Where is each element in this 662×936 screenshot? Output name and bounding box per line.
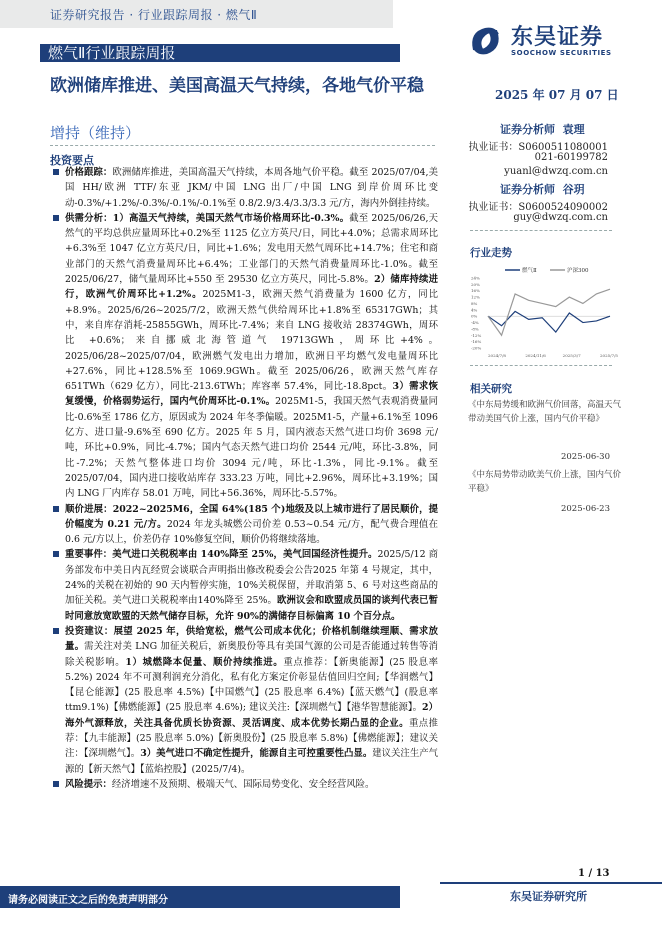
analyst-role: 证券分析师 — [500, 123, 555, 136]
analyst-name: 谷玥 — [562, 183, 585, 196]
related-item-1-date: 2025-06-30 — [560, 452, 610, 462]
related-item-2[interactable]: 《中东局势带动欧美气价上涨，国内气价平稳》 — [468, 470, 622, 494]
y-tick-label: 24% — [471, 275, 480, 281]
highlight-paragraph — [52, 777, 438, 792]
analyst-role: 证券分析师 — [500, 183, 555, 196]
bold-text: 风险提示： — [65, 778, 112, 790]
text: 重点推荐：【新奥能源】(25 股息率 5.2%) 2024 年不可测利润充分消化，私有化方案定价彰显估值回归空间;【华润燃气】【昆仑能源】(25 股息率 4.5%)【中国燃气】(25 股息率 6.4%)【蓝天燃气】(股息率 ttm9.1%)【佛燃能源】(25 股息率 4.6%); 建议关注:【深圳燃气】【港华智慧能源】。 — [65, 656, 438, 714]
report-title: 欧洲储库推进、美国高温天气持续，各地气价平稳 — [50, 76, 424, 96]
bold-text: 3）美气进口不确定性提升，能源自主可控重要性凸显。 — [140, 748, 373, 760]
divider — [470, 365, 612, 366]
y-tick-label: -20% — [471, 345, 482, 351]
series-line-2 — [488, 289, 610, 335]
highlight-paragraph — [52, 624, 438, 777]
logo-subtitle: SOOCHOW SECURITIES — [511, 49, 612, 57]
analyst-1-email[interactable]: yuanl@dwzq.com.cn — [504, 166, 608, 177]
bold-text: 1）高温天气持续，美国天然气市场价格周环比-0.3%。 — [112, 212, 350, 224]
x-tick-label: 2024/7/8 — [488, 353, 506, 358]
breadcrumb: 证券研究报告 · 行业跟踪周报 · 燃气Ⅱ — [50, 8, 258, 22]
bold-text: 投资建议：展望 2025 年，供给宽松，燃气公司成本优化；价格机制继续理顺、需求放量。 — [65, 625, 438, 653]
bold-text: 1）城燃降本促量、顺价持续推进。 — [125, 656, 284, 668]
report-series: 燃气Ⅱ行业跟踪周报 — [48, 44, 176, 62]
analyst-1-phone: 021-60199782 — [534, 152, 608, 163]
logo-mark-icon — [465, 20, 505, 60]
y-tick-label: -8% — [471, 326, 479, 332]
footer-rule — [440, 882, 662, 884]
divider — [470, 230, 612, 231]
highlight-paragraph — [52, 502, 438, 548]
logo-name: 东吴证券 — [511, 25, 604, 50]
bold-text: 2）储库持续进行，欧洲气价周环比+1.2%。 — [65, 274, 438, 301]
breadcrumb-bar — [0, 0, 393, 28]
y-tick-label: 8% — [471, 300, 478, 306]
text: 2024 年龙头城燃公司价差 0.53~0.54 元/方，配气费合理值在 0.6 元/方以上，价差仍存 10%修复空间，顺价仍将继续落地。 — [65, 518, 439, 546]
highlight-paragraph — [52, 165, 438, 211]
analyst-name: 袁理 — [562, 123, 585, 136]
related-title: 相关研究 — [470, 383, 512, 395]
text: 2025/5/12 商务部发布中美日内瓦经贸会谈联合声明指出修改税委会公告2025 年第 4 号规定，其中，24%的关税在初始的 90 天内暂停实施，10%关税保留，并取消第 5、6 号对这些商品的加征关税。美气进口关税税率由140%降至 25%。 — [65, 549, 438, 607]
company-logo — [465, 20, 625, 62]
text: 欧洲储库推进，美国高温天气持续，本周各地气价平稳。截至 2025/07/04,美国 HH/欧洲 TTF/东亚 JKM/中国 LNG 出厂/中国 LNG 到岸价周环比变动-0.3%/+1.2%/-0.3%/-0.1%/-0.1%至 0.8/2.9/3.4/3.3/3.3 元/方，海内外倒挂持续。 — [65, 167, 438, 209]
report-series-bar — [40, 44, 400, 62]
y-tick-label: 4% — [471, 307, 478, 313]
analyst-2-cert: 执业证书：S0600524090002 — [468, 202, 608, 213]
related-item-2-date: 2025-06-23 — [560, 504, 610, 514]
x-tick-label: 2024/11/6 — [525, 353, 546, 358]
rating: 增持（维持） — [50, 124, 141, 142]
text: 截至 2025/06/26,天然气的平均总供应量周环比+0.2%至 1125 亿立方英尺/日，同比+4.0%；总需求周环比+6.3%至 1047 亿立方英尺/日，同比+1.6%；发电用天然气周环比+14.7%；住宅和商业部门的天然气消费量周环比+6.4%；工业部门的天然气消费量周环比-1.0%。截至 2025/06/27，储气量周环比+550 至 29530 亿立方英尺，同比-5.8%。 — [65, 212, 438, 286]
trend-chart — [470, 262, 618, 362]
bold-text: 价格跟踪： — [65, 167, 113, 178]
y-tick-label: 20% — [471, 281, 480, 287]
y-tick-label: 12% — [471, 294, 480, 300]
y-tick-label: -4% — [471, 320, 479, 326]
analyst-1-cert: 执业证书：S0600511080001 — [468, 142, 608, 153]
y-tick-label: 0% — [471, 313, 478, 319]
y-tick-label: 16% — [471, 288, 480, 294]
footer-firm: 东吴证券研究所 — [510, 890, 587, 903]
text: 需关注对美 LNG 加征关税后，新奥股份等具有美国气源的公司是否能通过转售等消除关税影响。 — [65, 641, 438, 668]
text: 2025M1-5，我国天然气表观消费量同比-0.6%至 1786 亿方，原因或为 2024 年冬季偏暖。2025M1-5，产量+6.1%至 1096 亿方、进口量-9.6%至 690 亿方。2025 年 5 月，国内液态天然气进口均价 3698 元/吨，环比+0.9%，同比-4.7%；国内气态天然气进口均价 2544 元/吨，环比-3.8%，同比-7.2%；天然气整体进口均价 3094 元/吨，环比-1.3%，同比-9.1%。截至 2025/07/04，国内进口接收站库存 333.23 万吨，同比+2.96%，周环比+3.19%；国内 LNG 厂内库存 58.01 万吨，同比+56.36%，周环比-5.57%。 — [65, 396, 438, 500]
bold-text: 美气进口关税税率由 140%降至 25%，美气回国经济性提升。 — [112, 549, 378, 561]
y-tick-label: -12% — [471, 332, 482, 338]
highlights-title: 投资要点 — [50, 154, 94, 167]
legend-label-a: 燃气Ⅱ — [522, 268, 537, 274]
analyst-1 — [500, 121, 585, 137]
trend-title: 行业走势 — [470, 247, 512, 259]
page-number: 1 / 13 — [578, 868, 610, 879]
x-tick-label: 2025/7/5 — [600, 353, 618, 358]
x-tick-label: 2025/3/7 — [562, 353, 581, 358]
disclaimer-text: 请务必阅读正文之后的免责声明部分 — [8, 895, 168, 906]
report-date: 2025 年 07 月 07 日 — [495, 88, 619, 102]
text: 2025M1-3，欧洲天然气消费量为 1600 亿方，同比+8.9%。2025/6/26~2025/7/2，欧洲天然气供给周环比+1.8%至 65317GWh；其中，来自库存消耗-25855GWh，周环比-7.4%；来自 LNG 接收站 28374GWh，周环比 +0.6%；来自挪威北海管道气 19713GWh，周环比+4%。2025/06/28~2025/07/04，欧洲燃气发电出力增加，欧洲日平均燃气发电量周环比+27.6%，同比+128.5%至 1069.9GWh。截至 2025/06/26，欧洲天然气库存 651TWh（629 亿方），同比-213.6TWh；库容率 57.4%，同比-18.8pct。 — [65, 289, 438, 393]
bold-text: 重要事件： — [65, 549, 113, 561]
text: 建议关注生产气源的【新天然气】【蓝焰控股】(2025/7/4)。 — [65, 748, 438, 775]
highlights-body — [52, 165, 438, 792]
highlight-paragraph — [52, 211, 438, 502]
legend-label-b: 沪深300 — [567, 268, 589, 274]
text: 经济增速不及预期、极端天气、国际局势变化、安全经营风险。 — [111, 778, 375, 790]
bold-text: 供需分析： — [65, 212, 113, 224]
bold-text: 顺价进展：2022~2025M6，全国 64%(185 个)地级及以上城市进行了居民顺价，提价幅度为 0.21 元/方。 — [65, 503, 438, 530]
trend-chart-svg — [470, 262, 618, 362]
analyst-2 — [500, 181, 585, 197]
bold-text: 欧洲议会和欧盟成员国的谈判代表已暂时同意放宽欧盟的天然气储存目标，允许 90%的满储存目标偏离 10 个百分点。 — [65, 595, 438, 622]
bold-text: 3）需求恢复缓慢，价格弱势运行，国内气价周环比-0.1%。 — [65, 381, 438, 408]
highlight-paragraph — [52, 547, 438, 623]
y-tick-label: -16% — [471, 339, 482, 345]
related-item-1[interactable]: 《中东局势缓和欧洲气价回落，高温天气带动美国气价上涨，国内气价平稳》 — [468, 400, 622, 424]
analyst-2-email[interactable]: guy@dwzq.com.cn — [513, 212, 608, 223]
title-separator — [50, 145, 435, 147]
text: 重点推荐：【九丰能源】(25 股息率 5.0%)【新奥股份】(25 股息率 5.8%)【佛燃能源】；建议关注：【深圳燃气】。 — [65, 717, 438, 760]
disclaimer-bar — [0, 886, 400, 908]
bold-text: 2）海外气源释放，关注具备优质长协资源、灵活调度、成本优势长期凸显的企业。 — [65, 702, 438, 729]
